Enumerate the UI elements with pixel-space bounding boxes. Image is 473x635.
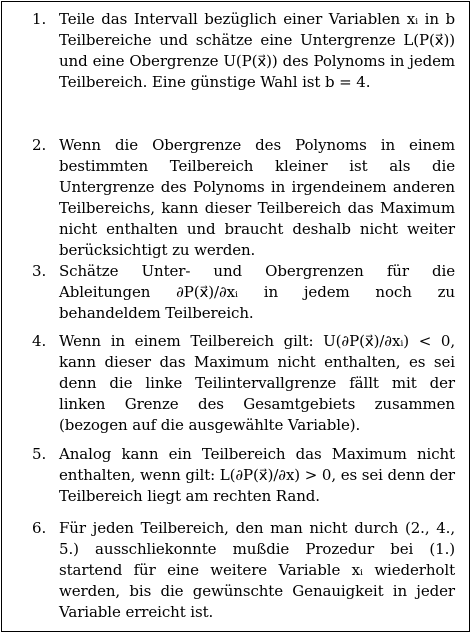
item-number: 2. xyxy=(32,136,47,154)
list-item xyxy=(2,261,469,331)
item-number: 1. xyxy=(32,10,47,28)
item-text: Wenn in einem Teilbereich gilt: U(∂P(x⃗)/∂xᵢ) < 0, kann dieser das Maximum nicht enthalten, es sei denn die linke Teilintervallgrenze fällt mit der linken Grenze des Gesamtgebiets zusammen (bezogen auf die ausgewählte Variable). xyxy=(59,332,455,434)
item-text: Teile das Intervall bezüglich einer Variablen xᵢ in b Teilbereiche und schätze eine Untergrenze L(P(x⃗)) und eine Obergrenze U(P(x⃗)) des Polynoms in jedem Teilbereich. Eine günstige Wahl ist b = 4. xyxy=(59,10,455,91)
list-item xyxy=(2,9,469,135)
item-number: 5. xyxy=(32,445,47,463)
item-text: Analog kann ein Teilbereich das Maximum nicht enthalten, wenn gilt: L(∂P(x⃗)/∂x) > 0, es sei denn der Teilbereich liegt am rechten Rand. xyxy=(59,445,455,505)
list-item xyxy=(2,444,469,518)
procedure-list xyxy=(2,9,469,623)
item-number: 4. xyxy=(32,332,47,350)
item-text: Für jeden Teilbereich, den man nicht durch (2., 4., 5.) ausschliekonnte mußdie Prozedur bei (1.) startend für eine weitere Variable xᵢ wiederholt werden, bis die gewünschte Genauigkeit in jeder Variable erreicht ist. xyxy=(59,519,455,621)
item-text: Schätze Unter- und Obergrenzen für die Ableitungen ∂P(x⃗)/∂xᵢ in jedem noch zu behandeldem Teilbereich. xyxy=(59,262,455,322)
document-frame xyxy=(1,1,470,632)
list-item xyxy=(2,518,469,623)
item-number: 6. xyxy=(32,519,47,537)
list-item xyxy=(2,331,469,444)
list-item xyxy=(2,135,469,261)
item-number: 3. xyxy=(32,262,47,280)
item-text: Wenn die Obergrenze des Polynoms in einem bestimmten Teilbereich kleiner ist als die Untergrenze des Polynoms in irgendeinem anderen Teilbereichs, kann dieser Teilbereich das Maximum nicht enthalten und braucht deshalb nicht weiter berücksichtigt zu werden. xyxy=(59,136,455,259)
